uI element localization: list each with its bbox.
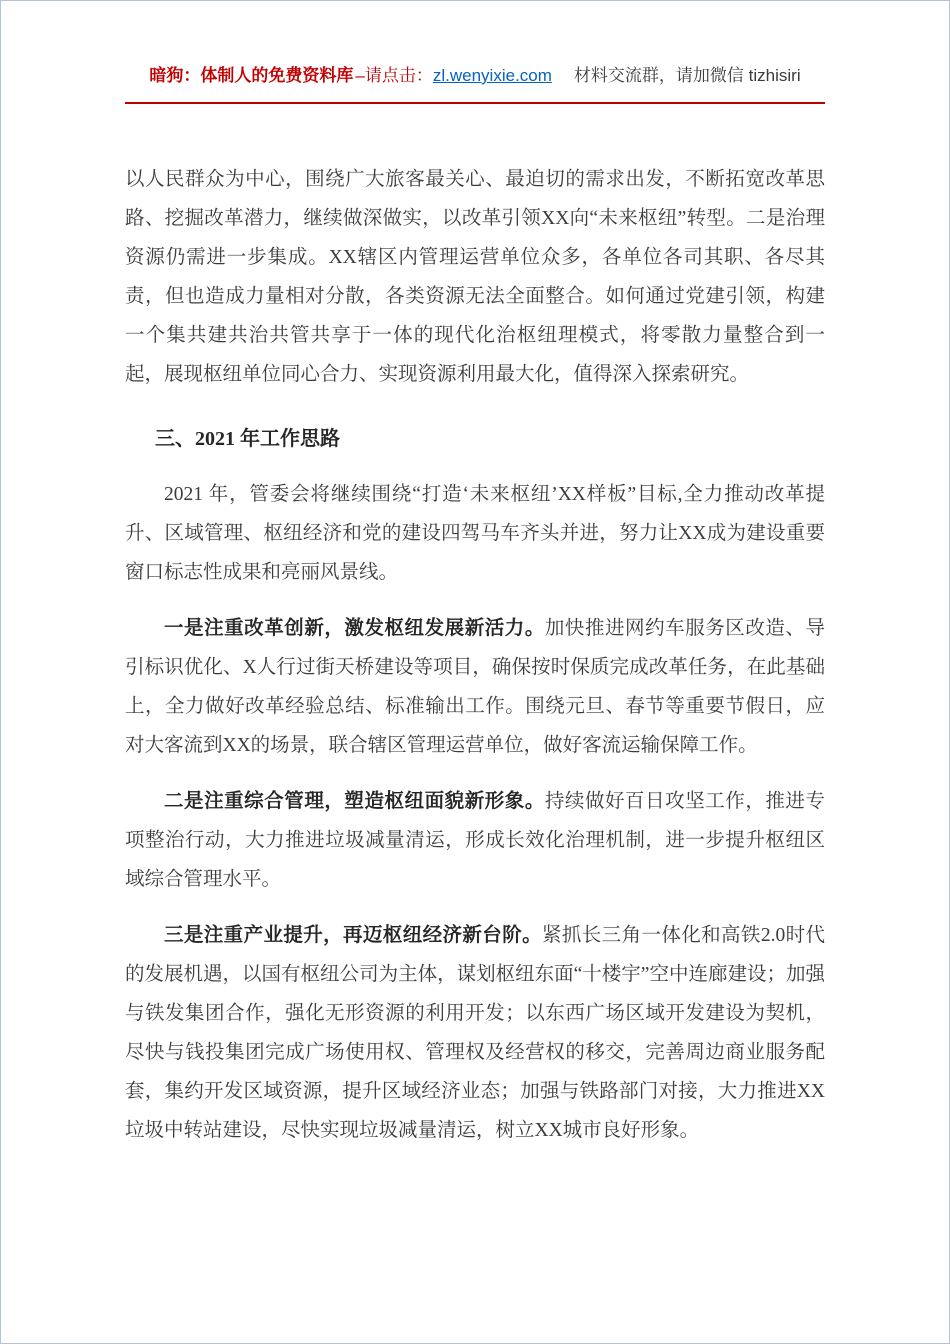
header-click-hint: –请点击： xyxy=(355,66,433,85)
paragraph-item-3 xyxy=(125,916,825,1150)
item-3-text: 紧抓长三角一体化和高铁2.0时代的发展机遇，以国有枢纽公司为主体，谋划枢纽东面“十楼宇”空中连廊建设；加强与铁发集团合作，强化无形资源的利用开发；以东西广场区域开发建设为契机，尽快与钱投集团完成广场使用权、管理权及经营权的移交，完善周边商业服务配套，集约开发区域资源，提升区域经济业态；加强与铁路部门对接，大力推进XX垃圾中转站建设，尽快实现垃圾减量清运，树立XX城市良好形象。 xyxy=(125,925,825,1141)
paragraph-intro: 2021 年，管委会将继续围绕“打造‘未来枢纽’XX样板”目标,全力推动改革提升、区域管理、枢纽经济和党的建设四驾马车齐头并进，努力让XX成为建设重要窗口标志性成果和亮丽风景线。 xyxy=(125,484,825,583)
item-1-lead: 一是注重改革创新，激发枢纽发展新活力。 xyxy=(164,618,545,639)
header-site-link[interactable]: zl.wenyixie.com xyxy=(432,66,552,85)
item-1-text: 加快推进网约车服务区改造、导引标识优化、X人行过街天桥建设等项目，确保按时保质完成改革任务，在此基础上，全力做好改革经验总结、标准输出工作。围绕元旦、春节等重要节假日，应对大客流到XX的场景，联合辖区管理运营单位，做好客流运输保障工作。 xyxy=(125,618,825,756)
section-heading: 三、2021 年工作思路 xyxy=(155,428,340,450)
page-header xyxy=(125,1,825,104)
paragraph-continuation: 以人民群众为中心，围绕广大旅客最关心、最迫切的需求出发，不断拓宽改革思路、挖掘改革潜力，继续做深做实，以改革引领XX向“未来枢纽”转型。二是治理资源仍需进一步集成。XX辖区内管理运营单位众多，各单位各司其职、各尽其责，但也造成力量相对分散，各类资源无法全面整合。如何通过党建引领，构建一个集共建共治共管共享于一体的现代化治枢纽理模式，将零散力量整合到一起，展现枢纽单位同心合力、实现资源利用最大化，值得深入探索研究。 xyxy=(125,169,825,385)
item-2-text: 持续做好百日攻坚工作，推进专项整治行动，大力推进垃圾减量清运，形成长效化治理机制，进一步提升枢纽区域综合管理水平。 xyxy=(125,791,825,890)
paragraph-item-2 xyxy=(125,782,825,899)
document-body xyxy=(125,104,825,1150)
item-2-lead: 二是注重综合管理，塑造枢纽面貌新形象。 xyxy=(164,791,545,812)
paragraph-item-1 xyxy=(125,609,825,765)
header-contact-note: 材料交流群，请加微信 tizhisiri xyxy=(573,66,801,85)
item-3-lead: 三是注重产业提升，再迈枢纽经济新台阶。 xyxy=(164,925,542,946)
header-brand: 暗狗：体制人的免费资料库 xyxy=(149,66,354,85)
